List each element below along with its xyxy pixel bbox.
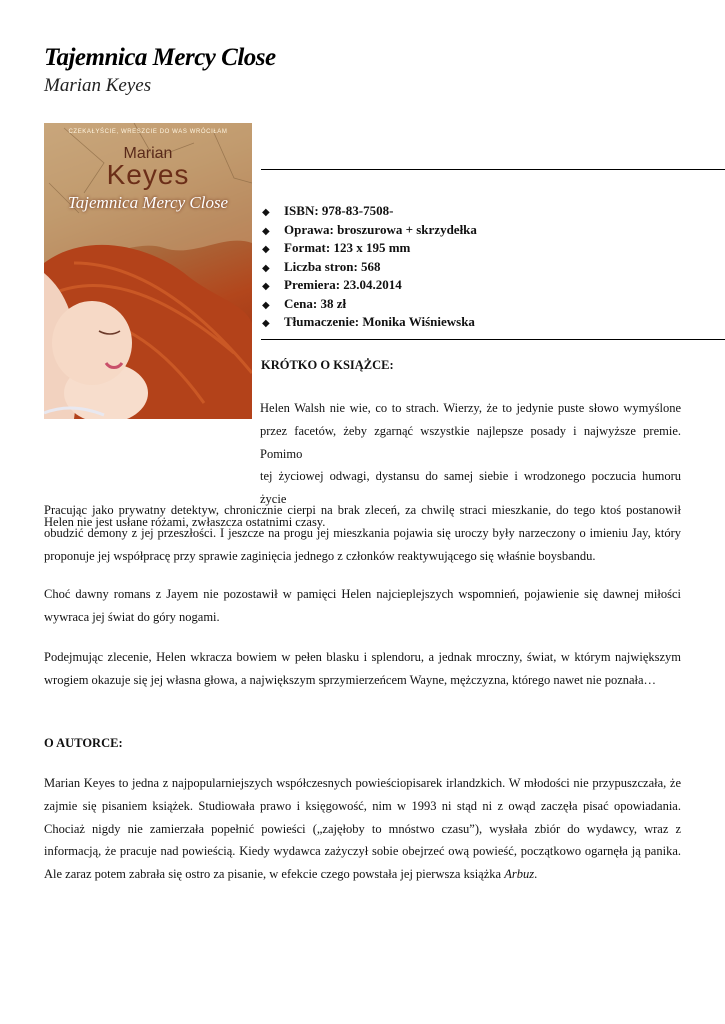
- intro-line: przez facetów, żeby zgarnąć wszystkie najlepsze posady i najwyższe premie. Pomimo: [260, 423, 681, 461]
- spec-item: ◆ Liczba stron: 568: [262, 259, 477, 278]
- book-cover-image: [44, 123, 252, 419]
- spec-item: ◆ Tłumaczenie: Monika Wiśniewska: [262, 314, 477, 333]
- cover-author-last: Keyes: [106, 159, 190, 190]
- spec-item: ◆ Cena: 38 zł: [262, 296, 477, 315]
- divider-bottom: [261, 339, 725, 340]
- intro-line: Helen nie jest usłane różami, zwłaszcza ostatnimi czasy.: [44, 514, 326, 529]
- cover-tagline: CZEKAŁYŚCIE, WRESZCIE DO WAS WRÓCIŁAM: [68, 129, 228, 135]
- book-title: Tajemnica Mercy Close: [44, 44, 276, 71]
- spec-item: ◆ ISBN: 978-83-7508-: [262, 203, 477, 222]
- spec-item: ◆ Oprawa: broszurowa + skrzydełka: [262, 222, 477, 241]
- book-specs-list: [262, 203, 477, 333]
- diamond-bullet-icon: ◆: [262, 299, 270, 311]
- book-author: Marian Keyes: [44, 75, 152, 96]
- about-author-text: Marian Keyes to jedna z najpopularniejszych współczesnych powieściopisarek irlandzkich. W młodości nie przypuszczała, że zajmie się pisaniem książek. Studiowała prawo i księgowość, nim w 1993 ni stąd ni z owąd zaczęła pisać opowiadania. Chociaż nigdy nie zamierzała popełnić powieści („zajęłoby to mnóstwo czasu”), wysłała zbiór do wydawcy, wraz z informacją, że pracuje nad powieścią. Kiedy wydawca zażyczył sobie obejrzeć ową powieść, początkowo ogarnęła ją panika. Ale zaraz potem zabrała się ostro za pisanie, w efekcie czego powstała jej pierwsza książka: [44, 776, 681, 882]
- diamond-bullet-icon: ◆: [262, 207, 270, 218]
- about-book-paragraph: Pracując jako prywatny detektyw, chronicznie cierpi na brak zleceń, za chwilę straci mieszkanie, do tego ktoś postanowił obudzić demony z jej przeszłości. I jeszcze na progu jej mieszkania pojawia się uroczy były narzeczony o imieniu Jay, który proponuje jej współpracę przy sprawie zaginięcia jednego z członków reaktywującego się właśnie boysbandu.: [44, 503, 681, 563]
- about-author-paragraph: [44, 772, 681, 886]
- diamond-bullet-icon: ◆: [262, 318, 270, 329]
- spec-item: ◆ Format: 123 x 195 mm: [262, 240, 477, 259]
- about-author-heading: O AUTORCE:: [44, 736, 123, 750]
- cover-title: Tajemnica Mercy Close: [67, 193, 229, 212]
- intro-line: Helen Walsh nie wie, co to strach. Wierzy, że to jedynie puste słowo wymyślone: [260, 401, 681, 415]
- diamond-bullet-icon: ◆: [262, 262, 270, 274]
- spec-item: ◆ Premiera: 23.04.2014: [262, 277, 477, 296]
- about-book-paragraph: Podejmując zlecenie, Helen wkracza bowiem w pełen blasku i splendoru, a jednak mroczny, świat, w którym największym wrogiem okazuje się jej własna głowa, a największym sprzymierzeńcem Wayne, mężczyzna, którego nawet nie poznała…: [44, 650, 681, 687]
- diamond-bullet-icon: ◆: [262, 225, 270, 237]
- first-book-title: Arbuz: [504, 867, 535, 882]
- diamond-bullet-icon: ◆: [262, 281, 270, 292]
- about-author-end: .: [534, 867, 538, 882]
- diamond-bullet-icon: ◆: [262, 244, 270, 255]
- intro-line: tej życiowej odwagi, dystansu do samej siebie i wrodzonego poczucia humoru życie: [260, 469, 681, 507]
- cover-author-first: Marian: [123, 145, 173, 162]
- about-book-heading: KRÓTKO O KSIĄŻCE:: [261, 358, 394, 372]
- about-book-paragraph: Choć dawny romans z Jayem nie pozostawił w pamięci Helen najcieplejszych wspomnień, pojawienie się dawnej miłości wywraca jej świat do góry nogami.: [44, 587, 681, 624]
- divider-top: [261, 169, 725, 170]
